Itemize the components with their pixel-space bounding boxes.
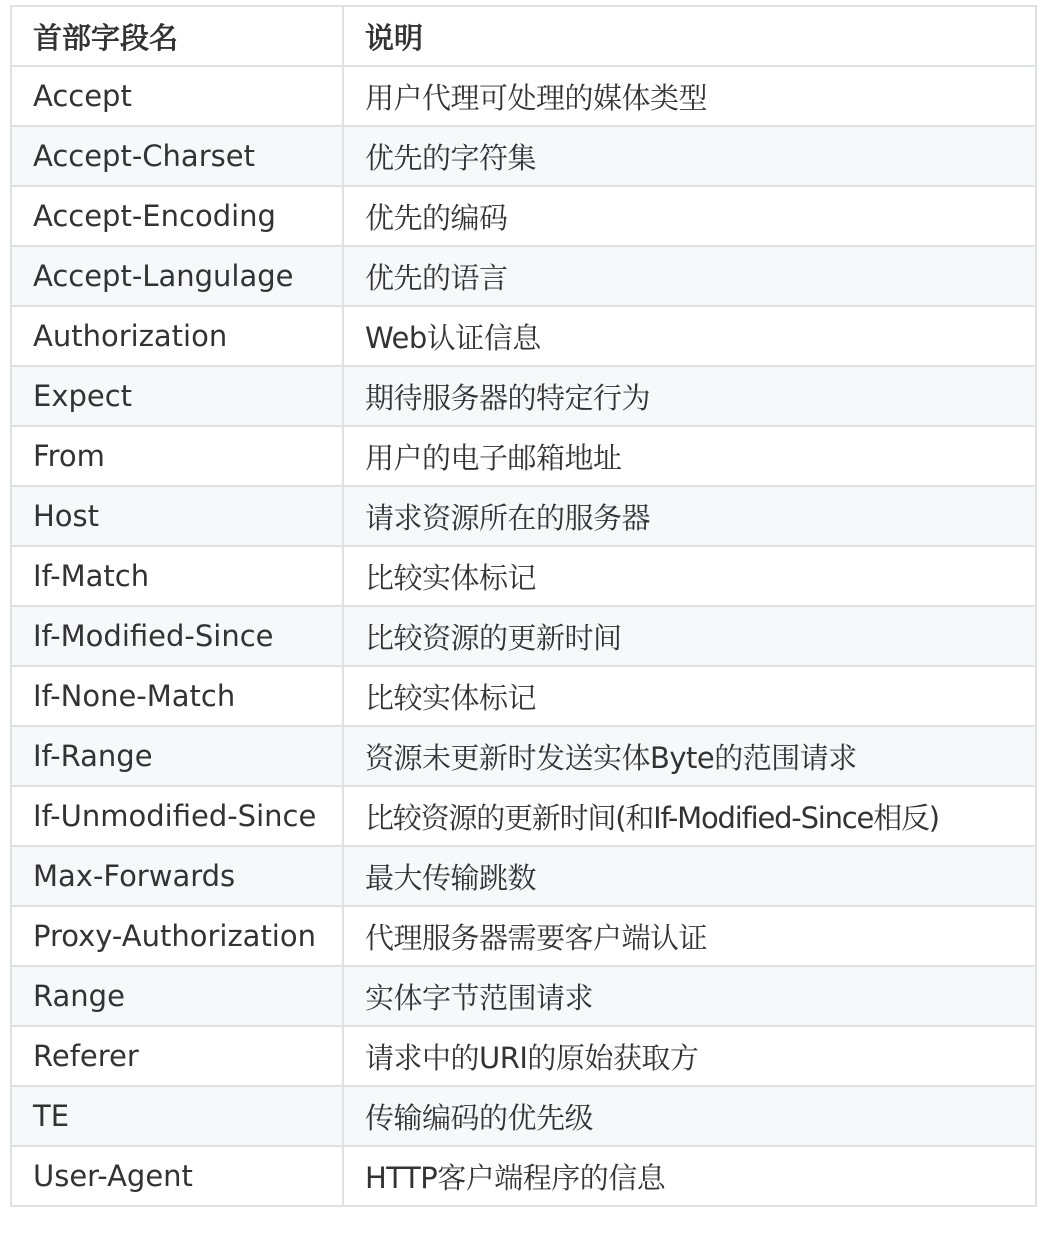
field-name-cell: If-Modified-Since xyxy=(11,606,343,666)
field-name-cell: Range xyxy=(11,966,343,1026)
field-name-cell: If-Match xyxy=(11,546,343,606)
table-row xyxy=(11,966,1036,1026)
description-cell: HTTP客户端程序的信息 xyxy=(343,1146,1036,1206)
table-row xyxy=(11,846,1036,906)
field-name-cell: Expect xyxy=(11,366,343,426)
field-name-cell: Authorization xyxy=(11,306,343,366)
description-cell: 优先的语言 xyxy=(343,246,1036,306)
field-name-cell: Proxy-Authorization xyxy=(11,906,343,966)
field-name-cell: Max-Forwards xyxy=(11,846,343,906)
table-row xyxy=(11,246,1036,306)
table-row xyxy=(11,606,1036,666)
description-cell: 比较资源的更新时间 xyxy=(343,606,1036,666)
field-name-cell: Host xyxy=(11,486,343,546)
table-row xyxy=(11,1146,1036,1206)
table-row xyxy=(11,786,1036,846)
header-fields-table-container xyxy=(10,5,1035,1207)
field-name-cell: Accept-Charset xyxy=(11,126,343,186)
description-cell: 比较实体标记 xyxy=(343,666,1036,726)
table-row xyxy=(11,666,1036,726)
description-cell: 用户的电子邮箱地址 xyxy=(343,426,1036,486)
table-row xyxy=(11,726,1036,786)
description-cell: 请求中的URI的原始获取方 xyxy=(343,1026,1036,1086)
field-name-cell: Referer xyxy=(11,1026,343,1086)
field-name-cell: If-Range xyxy=(11,726,343,786)
description-cell: 比较资源的更新时间(和If-Modified-Since相反) xyxy=(343,786,1036,846)
description-cell: 期待服务器的特定行为 xyxy=(343,366,1036,426)
description-cell: 代理服务器需要客户端认证 xyxy=(343,906,1036,966)
table-body xyxy=(11,66,1036,1206)
description-cell: 实体字节范围请求 xyxy=(343,966,1036,1026)
description-cell: 用户代理可处理的媒体类型 xyxy=(343,66,1036,126)
description-cell: 优先的字符集 xyxy=(343,126,1036,186)
field-name-cell: TE xyxy=(11,1086,343,1146)
description-cell: 传输编码的优先级 xyxy=(343,1086,1036,1146)
description-cell: Web认证信息 xyxy=(343,306,1036,366)
description-cell: 优先的编码 xyxy=(343,186,1036,246)
table-row xyxy=(11,906,1036,966)
table-row xyxy=(11,186,1036,246)
field-name-cell: Accept xyxy=(11,66,343,126)
table-row xyxy=(11,126,1036,186)
table-row xyxy=(11,66,1036,126)
field-name-cell: Accept-Encoding xyxy=(11,186,343,246)
field-name-cell: If-None-Match xyxy=(11,666,343,726)
field-name-cell: If-Unmodified-Since xyxy=(11,786,343,846)
header-fields-table xyxy=(10,5,1037,1207)
field-name-cell: From xyxy=(11,426,343,486)
table-row xyxy=(11,486,1036,546)
field-name-cell: Accept-Langulage xyxy=(11,246,343,306)
table-row xyxy=(11,426,1036,486)
table-row xyxy=(11,1026,1036,1086)
table-row xyxy=(11,366,1036,426)
table-row xyxy=(11,1086,1036,1146)
field-name-cell: User-Agent xyxy=(11,1146,343,1206)
description-cell: 资源未更新时发送实体Byte的范围请求 xyxy=(343,726,1036,786)
description-column: 说明 xyxy=(343,6,1036,66)
table-row xyxy=(11,546,1036,606)
description-cell: 请求资源所在的服务器 xyxy=(343,486,1036,546)
header-field-name-column: 首部字段名 xyxy=(11,6,343,66)
table-header-row xyxy=(11,6,1036,66)
table-row xyxy=(11,306,1036,366)
description-cell: 最大传输跳数 xyxy=(343,846,1036,906)
description-cell: 比较实体标记 xyxy=(343,546,1036,606)
